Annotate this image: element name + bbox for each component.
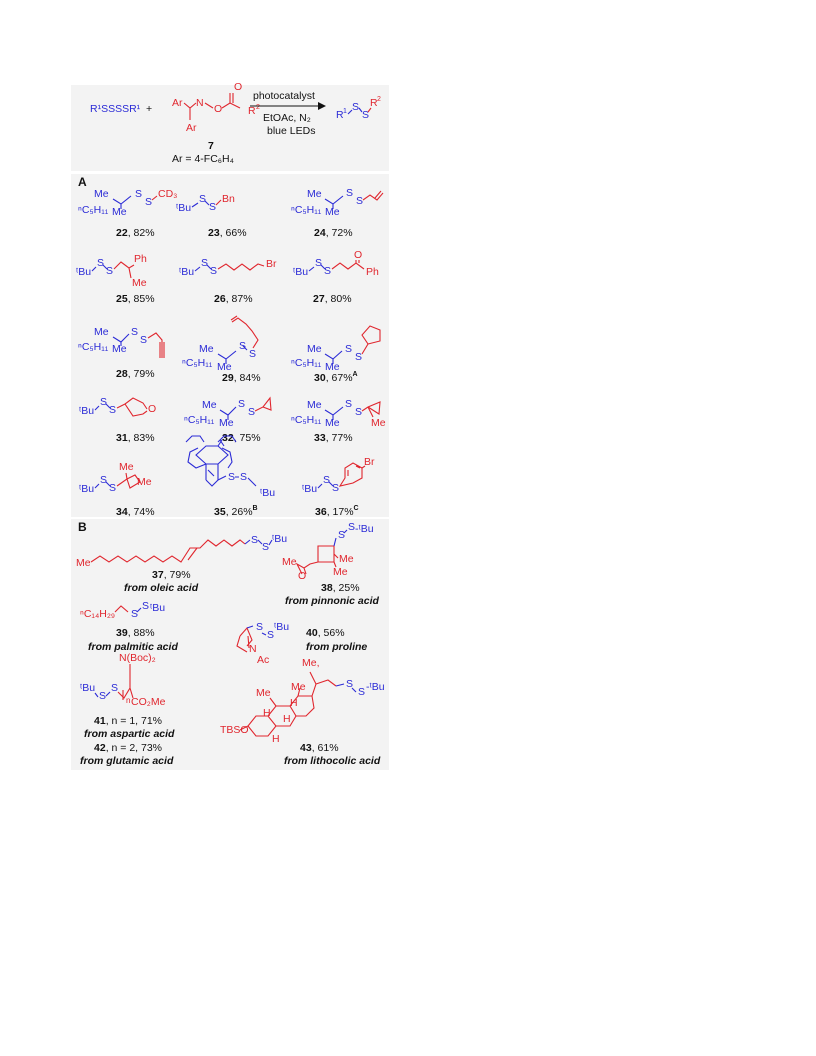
svg-text:CO₂Me: CO₂Me	[131, 696, 166, 708]
svg-text:S: S	[352, 101, 360, 113]
structure-27	[293, 249, 379, 278]
structure-41-42	[80, 652, 166, 708]
source-41: from aspartic acid	[84, 728, 175, 740]
svg-text:Me: Me	[371, 417, 386, 429]
svg-text:Me: Me	[199, 343, 214, 355]
svg-text:S: S	[362, 109, 370, 121]
svg-text:Me: Me	[112, 206, 127, 218]
svg-text:N: N	[196, 97, 204, 109]
structure-23	[176, 193, 235, 214]
reagent-tetrasulfide: R¹SSSSR¹	[90, 103, 141, 115]
svg-text:S: S	[109, 482, 117, 494]
label-35: 35, 26%$^B$	[214, 505, 258, 518]
svg-text:S: S	[97, 257, 105, 269]
structure-36	[302, 456, 375, 495]
svg-text:Me: Me	[94, 188, 109, 200]
structure-40	[237, 621, 289, 666]
svg-text:Me: Me	[256, 687, 271, 699]
source-43: from lithocolic acid	[284, 755, 381, 767]
svg-text:S: S	[348, 521, 356, 533]
svg-text:Me: Me	[291, 681, 306, 693]
svg-text:R: R	[370, 97, 378, 109]
svg-text:S: S	[324, 265, 332, 277]
svg-text:n: n	[126, 696, 131, 705]
svg-text:O: O	[298, 570, 307, 582]
structure-24	[291, 187, 383, 218]
svg-text:Me: Me	[307, 399, 322, 411]
oxime-ester-structure	[172, 81, 260, 134]
arrow-condition-top: photocatalyst	[253, 90, 315, 102]
svg-text:S: S	[240, 471, 248, 483]
structure-38	[282, 521, 374, 582]
label-23: 23, 66%	[208, 227, 247, 239]
svg-text:S: S	[131, 608, 139, 620]
svg-text:Bn: Bn	[222, 193, 235, 205]
svg-text:S: S	[358, 686, 366, 698]
structure-33	[291, 398, 386, 429]
svg-text:S: S	[346, 187, 354, 199]
svg-text:TBSO: TBSO	[220, 724, 249, 736]
structure-34	[79, 461, 152, 495]
svg-text:O: O	[234, 81, 243, 93]
svg-text:ᵗBu: ᵗBu	[76, 266, 92, 278]
svg-text:S: S	[239, 340, 247, 352]
svg-text:ᵗBu: ᵗBu	[179, 266, 195, 278]
arrow-condition-solvent: EtOAc, N₂	[263, 112, 311, 124]
structure-32	[184, 398, 271, 429]
svg-text:ᵗBu: ᵗBu	[80, 682, 96, 694]
svg-text:ⁿC₅H₁₁: ⁿC₅H₁₁	[182, 357, 213, 369]
svg-text:ⁿC₅H₁₁: ⁿC₅H₁₁	[291, 204, 322, 216]
svg-text:CD₃: CD₃	[158, 188, 178, 200]
label-36: 36, 17%$^C$	[315, 505, 359, 518]
label-43: 43, 61%	[300, 742, 339, 754]
svg-text:S: S	[99, 690, 107, 702]
svg-text:N: N	[249, 643, 257, 655]
svg-text:-ᵗBu: -ᵗBu	[366, 681, 385, 693]
svg-text:R: R	[336, 109, 344, 121]
svg-text:Me: Me	[112, 343, 127, 355]
svg-text:ᵗBu: ᵗBu	[272, 533, 288, 545]
svg-text:Me: Me	[325, 417, 340, 429]
svg-text:O: O	[148, 403, 157, 415]
section-b-label: B	[78, 520, 87, 534]
svg-text:ᵗBu: ᵗBu	[260, 487, 276, 499]
svg-text:S: S	[106, 265, 114, 277]
svg-text:Me: Me	[307, 188, 322, 200]
svg-text:Me: Me	[132, 277, 147, 289]
svg-text:ⁿC₅H₁₁: ⁿC₅H₁₁	[291, 414, 322, 426]
svg-text:S: S	[238, 398, 246, 410]
svg-text:H: H	[283, 713, 291, 725]
svg-text:O: O	[214, 103, 223, 115]
svg-text:Me: Me	[137, 476, 152, 488]
svg-text:Me: Me	[307, 343, 322, 355]
source-39: from palmitic acid	[88, 641, 178, 653]
svg-text:S: S	[262, 541, 270, 553]
svg-text:2: 2	[377, 96, 381, 103]
svg-text:Br: Br	[364, 456, 375, 468]
svg-text:S: S	[267, 629, 275, 641]
structure-29	[182, 316, 258, 373]
structure-28	[78, 326, 164, 358]
svg-text:ⁿC₅H₁₁: ⁿC₅H₁₁	[291, 357, 322, 369]
svg-text:S: S	[111, 682, 119, 694]
svg-text:H: H	[272, 733, 280, 745]
svg-text:Me: Me	[325, 361, 340, 373]
svg-text:ⁿC₁₄H₂₉: ⁿC₁₄H₂₉	[80, 608, 116, 620]
svg-text:Me: Me	[119, 461, 134, 473]
label-39: 39, 88%	[116, 627, 155, 639]
label-29: 29, 84%	[222, 372, 261, 384]
svg-text:H: H	[290, 697, 298, 709]
source-42: from glutamic acid	[80, 755, 174, 767]
svg-text:S: S	[131, 326, 139, 338]
svg-text:S: S	[332, 482, 340, 494]
source-37: from oleic acid	[124, 582, 199, 594]
svg-text:Me: Me	[202, 399, 217, 411]
label-22: 22, 82%	[116, 227, 155, 239]
svg-text:Br: Br	[266, 258, 277, 270]
svg-text:1: 1	[343, 108, 347, 115]
svg-text:ᵗBu: ᵗBu	[176, 202, 192, 214]
svg-text:S: S	[345, 343, 353, 355]
label-27: 27, 80%	[313, 293, 352, 305]
svg-text:ᵗBu: ᵗBu	[302, 483, 318, 495]
label-30: 30, 67%$^A$	[314, 371, 358, 384]
svg-text:O: O	[354, 249, 363, 261]
structure-22	[78, 188, 177, 218]
svg-text:S: S	[142, 600, 150, 612]
svg-text:ᵗBu: ᵗBu	[79, 483, 95, 495]
svg-text:Me: Me	[339, 553, 354, 565]
svg-text:H: H	[263, 707, 271, 719]
label-26: 26, 87%	[214, 293, 253, 305]
source-38: from pinnonic acid	[285, 595, 379, 607]
label-32: 32, 75%	[222, 432, 261, 444]
svg-text:S: S	[100, 474, 108, 486]
svg-text:ᵗBu: ᵗBu	[79, 405, 95, 417]
svg-text:S: S	[338, 529, 346, 541]
reagent-7-ar-def: Ar = 4-FC₆H₄	[172, 153, 234, 165]
svg-text:N(Boc)₂: N(Boc)₂	[119, 652, 156, 664]
svg-text:S: S	[140, 334, 148, 346]
svg-text:S: S	[100, 396, 108, 408]
svg-text:Me: Me	[76, 557, 91, 569]
svg-text:S: S	[345, 398, 353, 410]
svg-text:S: S	[323, 474, 331, 486]
svg-text:ᵗBu: ᵗBu	[150, 602, 166, 614]
svg-text:ᵗBu: ᵗBu	[293, 266, 309, 278]
svg-text:S: S	[355, 406, 363, 418]
label-34: 34, 74%	[116, 506, 155, 518]
svg-text:ⁿC₅H₁₁: ⁿC₅H₁₁	[78, 204, 109, 216]
svg-text:S: S	[248, 406, 256, 418]
svg-text:2: 2	[256, 104, 260, 111]
label-41: 41, n = 1, 71%	[94, 715, 163, 727]
svg-text:S: S	[199, 193, 207, 205]
source-40: from proline	[306, 641, 368, 653]
svg-text:Ac: Ac	[257, 654, 270, 666]
label-42: 42, n = 2, 73%	[94, 742, 163, 754]
svg-text:-ᵗBu: -ᵗBu	[355, 523, 374, 535]
svg-text:S: S	[201, 257, 209, 269]
svg-text:S: S	[249, 348, 257, 360]
svg-text:ⁿC₅H₁₁: ⁿC₅H₁₁	[184, 414, 215, 426]
svg-text:S: S	[346, 678, 354, 690]
plus-sign: +	[146, 103, 153, 115]
svg-text:S: S	[135, 188, 143, 200]
svg-text:S: S	[210, 265, 218, 277]
svg-text:Me: Me	[217, 361, 232, 373]
svg-text:ⁿC₅H₁₁: ⁿC₅H₁₁	[78, 341, 109, 353]
label-38: 38, 25%	[321, 582, 360, 594]
svg-text:Ar: Ar	[186, 122, 197, 134]
svg-text:S: S	[356, 195, 364, 207]
svg-text:S: S	[256, 621, 264, 633]
svg-text:S: S	[109, 404, 117, 416]
svg-text:S: S	[315, 257, 323, 269]
label-40: 40, 56%	[306, 627, 345, 639]
structure-26	[179, 257, 277, 278]
structure-25	[76, 253, 147, 289]
svg-text:ᵗBu: ᵗBu	[274, 621, 290, 633]
reagent-7-label: 7	[208, 140, 214, 152]
svg-text:S: S	[145, 196, 153, 208]
structure-31	[79, 396, 156, 417]
product-disulfide-structure	[336, 96, 381, 121]
svg-text:S: S	[355, 351, 363, 363]
svg-text:Ph: Ph	[134, 253, 147, 265]
svg-text:Me: Me	[333, 566, 348, 578]
structure-35	[186, 436, 275, 499]
svg-text:Me: Me	[325, 206, 340, 218]
svg-text:Me,: Me,	[302, 657, 320, 669]
structure-37	[76, 533, 287, 569]
structure-43	[220, 657, 385, 745]
label-31: 31, 83%	[116, 432, 155, 444]
svg-text:S: S	[228, 471, 236, 483]
section-a-label: A	[78, 175, 87, 189]
structure-30	[291, 326, 380, 373]
svg-text:Me: Me	[94, 326, 109, 338]
label-33: 33, 77%	[314, 432, 353, 444]
svg-text:R: R	[248, 105, 256, 117]
svg-text:Me: Me	[282, 556, 297, 568]
svg-text:Ph: Ph	[366, 266, 379, 278]
svg-text:Me: Me	[219, 417, 234, 429]
svg-text:Ar: Ar	[172, 97, 183, 109]
arrow-condition-light: blue LEDs	[267, 125, 316, 137]
label-25: 25, 85%	[116, 293, 155, 305]
svg-text:S: S	[209, 201, 217, 213]
svg-text:S: S	[251, 534, 259, 546]
structure-39	[80, 600, 165, 620]
label-28: 28, 79%	[116, 368, 155, 380]
label-24: 24, 72%	[314, 227, 353, 239]
label-37: 37, 79%	[152, 569, 191, 581]
